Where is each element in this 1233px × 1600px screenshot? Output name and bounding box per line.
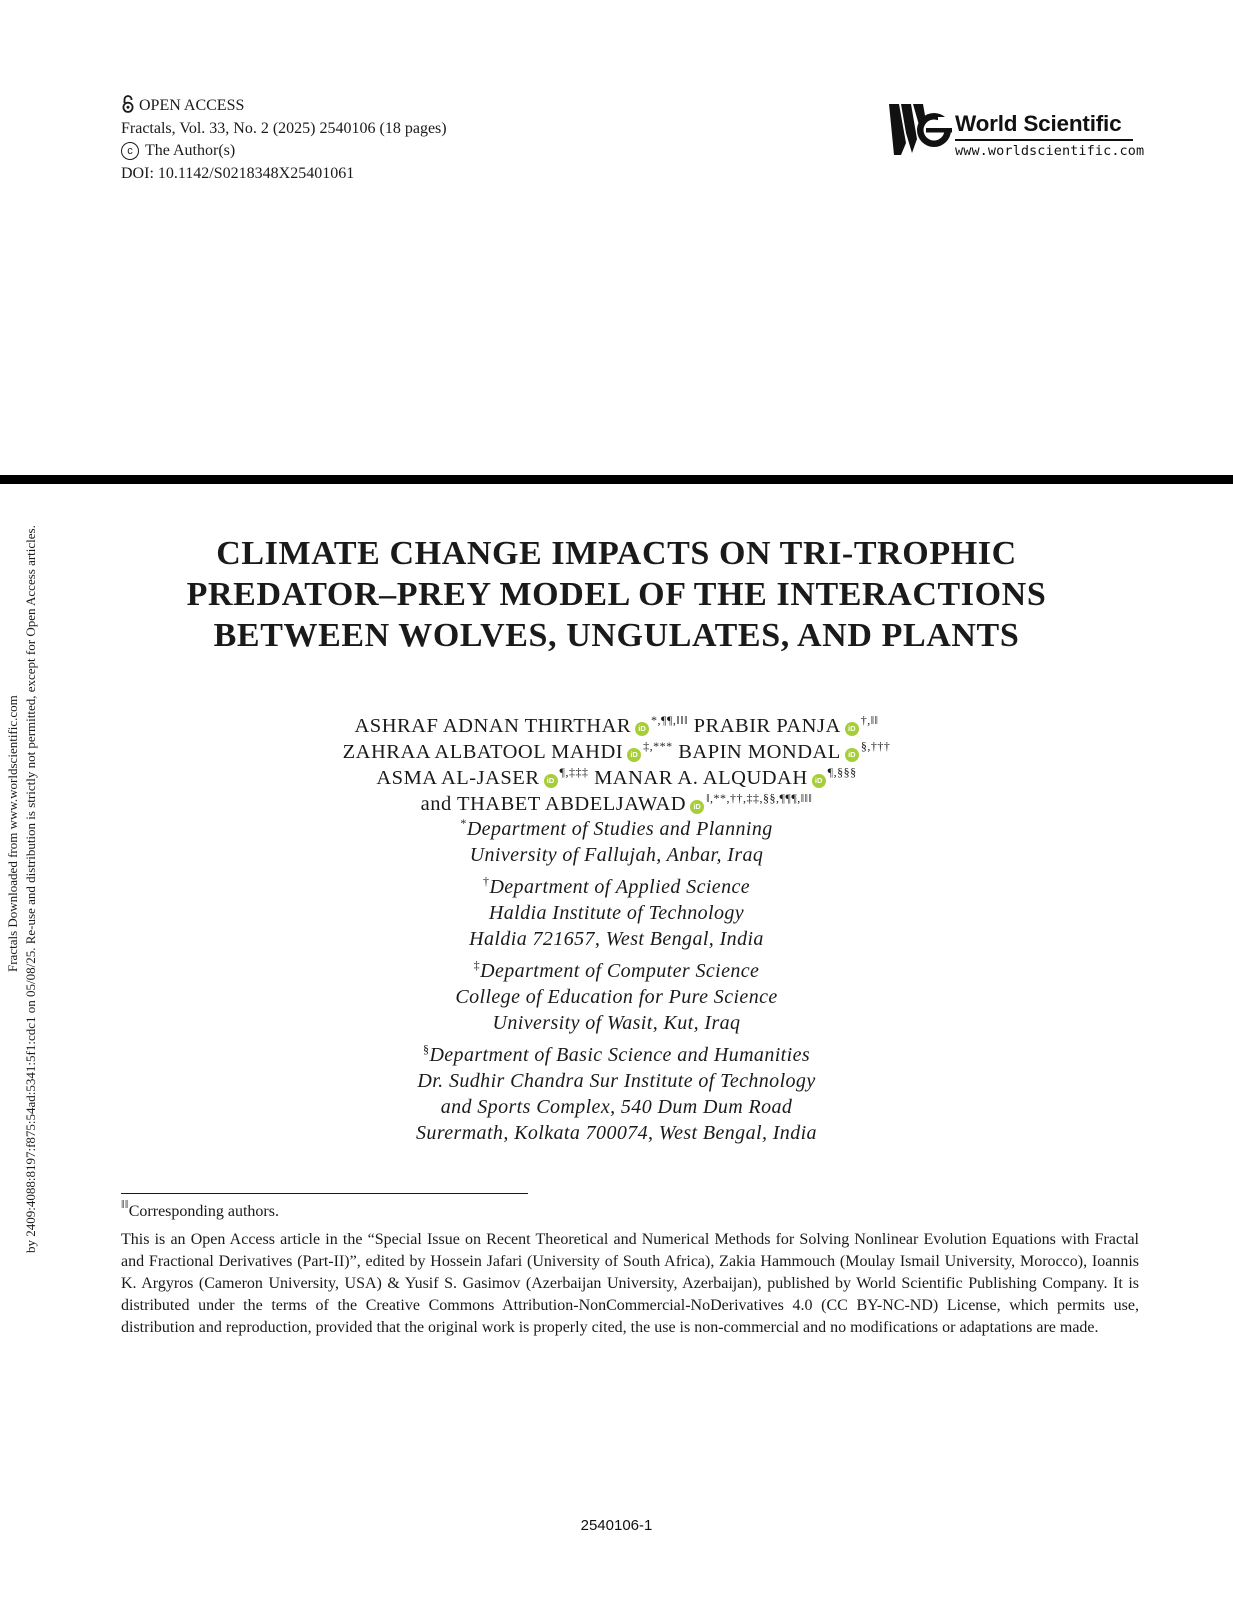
copyright-text: The Author(s) <box>145 142 236 159</box>
author-name: BAPIN MONDAL <box>678 741 841 763</box>
affiliation-text: Department of Studies and Planning <box>466 818 773 840</box>
affiliation-text: Department of Basic Science and Humanities <box>429 1044 811 1066</box>
author-marks: *,¶¶,‖‖‖ <box>651 713 689 727</box>
affiliation-mark: ‡ <box>473 958 481 972</box>
affiliation-line: Haldia 721657, West Bengal, India <box>469 928 764 950</box>
author-line <box>0 713 1233 739</box>
orcid-icon[interactable]: iD <box>690 800 704 814</box>
orcid-icon[interactable]: iD <box>627 748 641 762</box>
affiliations <box>0 816 1233 1152</box>
title-line: CLIMATE CHANGE IMPACTS ON TRI-TROPHIC <box>216 535 1017 572</box>
logo-divider <box>955 139 1133 141</box>
footnote <box>121 1197 1139 1339</box>
author-name: PRABIR PANJA <box>693 715 841 737</box>
logo-url[interactable]: www.worldscientific.com <box>955 143 1145 159</box>
affiliation <box>0 958 1233 1036</box>
download-notice: Fractals Downloaded from www.worldscientific.com <box>5 695 20 972</box>
paper-title <box>0 533 1233 656</box>
affiliation-line: Surermath, Kolkata 700074, West Bengal, India <box>416 1122 817 1144</box>
orcid-icon[interactable]: iD <box>845 748 859 762</box>
orcid-icon[interactable]: iD <box>812 774 826 788</box>
header-rule <box>0 475 1233 484</box>
copyright-icon: c <box>121 142 139 160</box>
affiliation-line: Dr. Sudhir Chandra Sur Institute of Technology <box>417 1070 816 1092</box>
copyright-line <box>121 140 447 163</box>
affiliation-text: Department of Applied Science <box>489 876 751 898</box>
author-marks: ¶,§§§ <box>827 765 857 779</box>
affiliation <box>0 1042 1233 1146</box>
orcid-icon[interactable]: iD <box>845 722 859 736</box>
footnote-mark: ‖‖ <box>121 1197 129 1211</box>
corresponding-note <box>121 1197 1139 1223</box>
author-prefix: and <box>420 793 457 815</box>
footnote-rule <box>121 1193 528 1194</box>
ws-logo-icon <box>889 103 953 157</box>
author-line <box>0 739 1233 765</box>
publisher-logo[interactable] <box>889 103 1145 159</box>
journal-citation: Fractals, Vol. 33, No. 2 (2025) 2540106 (18 pages) <box>121 119 447 137</box>
article-meta <box>121 95 447 185</box>
title-line: PREDATOR–PREY MODEL OF THE INTERACTIONS <box>186 576 1047 613</box>
open-access-icon <box>121 95 135 113</box>
affiliation <box>0 874 1233 952</box>
author-name: THABET ABDELJAWAD <box>456 793 687 815</box>
open-access-label: OPEN ACCESS <box>139 97 245 114</box>
affiliation-line <box>0 958 1233 984</box>
author-line <box>0 791 1233 817</box>
author-marks: ¶,‡‡‡ <box>559 765 589 779</box>
affiliation-mark: § <box>422 1042 430 1056</box>
logo-wordmark: World Scientific <box>955 111 1122 136</box>
affiliation-mark: † <box>482 874 490 888</box>
page-number: 2540106-1 <box>580 1517 653 1534</box>
affiliation-line: College of Education for Pure Science <box>455 986 778 1008</box>
affiliation-line <box>0 816 1233 842</box>
orcid-icon[interactable]: iD <box>635 722 649 736</box>
affiliation-line: Haldia Institute of Technology <box>488 902 745 924</box>
author-marks: §,††† <box>860 739 891 753</box>
author-name: ASHRAF ADNAN THIRTHAR <box>354 715 632 737</box>
affiliation-line: University of Wasit, Kut, Iraq <box>492 1012 741 1034</box>
corresponding-text: Corresponding authors. <box>128 1203 279 1220</box>
license-text: This is an Open Access article in the “Special Issue on Recent Theoretical and Numerical Methods for Solving Nonlinear Evolution Equations with Fractal and Fractional Derivatives (Part-II)”, edited by Hossein Jafari (University of South Africa), Zakia Hammouch (Moulay Ismail University, Morocco), Ioannis K. Argyros (Cameron University, USA) & Yusif S. Gasimov (Azerbaijan University, Azerbaijan), published by World Scientific Publishing Company. It is distributed under the terms of the Creative Commons Attribution-NonCommercial-NoDerivatives 4.0 (CC BY-NC-ND) License, which permits use, distribution and reproduction, provided that the original work is properly cited, the use is non-commercial and no modifications or adaptations are made. <box>121 1231 1139 1336</box>
open-access-line <box>121 95 447 118</box>
doi[interactable]: DOI: 10.1142/S0218348X25401061 <box>121 164 355 182</box>
affiliation-line: and Sports Complex, 540 Dum Dum Road <box>440 1096 793 1118</box>
author-marks: ‡,*** <box>643 739 673 753</box>
author-marks: ‖,**,††,‡‡,§§,¶¶¶,‖‖‖ <box>706 791 813 805</box>
orcid-icon[interactable]: iD <box>544 774 558 788</box>
affiliation <box>0 816 1233 868</box>
author-marks: †,‖‖ <box>860 713 879 727</box>
affiliation-line <box>0 874 1233 900</box>
affiliation-mark: * <box>460 816 467 830</box>
author-name: ASMA AL-JASER <box>376 767 540 789</box>
author-name: ZAHRAA ALBATOOL MAHDI <box>342 741 624 763</box>
affiliation-line: University of Fallujah, Anbar, Iraq <box>469 844 764 866</box>
affiliation-line <box>0 1042 1233 1068</box>
author-line <box>0 765 1233 791</box>
author-list <box>0 713 1233 817</box>
author-name: MANAR A. ALQUDAH <box>594 767 808 789</box>
reuse-notice: by 2409:4088:8197:f875:54ad:5341:5f1:cdc1 on 05/08/25. Re-use and distribution is strictly not permitted, except for Open Access articles. <box>23 525 38 1253</box>
affiliation-text: Department of Computer Science <box>480 960 760 982</box>
title-line: BETWEEN WOLVES, UNGULATES, AND PLANTS <box>213 617 1020 654</box>
